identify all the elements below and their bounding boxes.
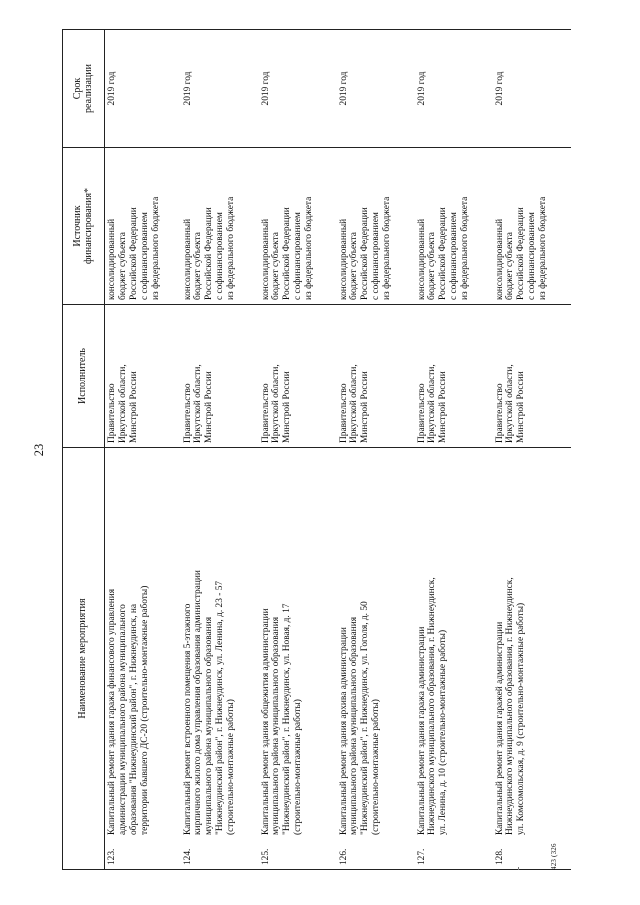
row-number: 128.	[494, 848, 505, 865]
measures-table	[62, 29, 571, 870]
funding-source-line: Российской Федерации	[282, 207, 293, 300]
measure-name-line: муниципального района муниципального образования	[204, 616, 215, 835]
measure-cell	[415, 448, 493, 870]
executor-line: Минстрой России	[204, 371, 215, 443]
term-value: 2019 год	[494, 71, 505, 106]
executor-cell	[259, 305, 337, 448]
funding-source-line: бюджет субъекта	[193, 232, 204, 300]
executor-line: Минстрой России	[360, 371, 371, 443]
header-term: Срок реализации	[63, 30, 105, 148]
term-cell	[259, 30, 337, 148]
measure-name	[339, 601, 383, 835]
funding-source-line: консолидированный	[107, 218, 117, 300]
funding-source-line: с софинансированием	[527, 212, 538, 300]
funding-source-line: с софинансированием	[215, 212, 226, 300]
term-cell	[493, 30, 571, 148]
page-number: 23	[32, 443, 46, 457]
table-row	[105, 30, 181, 870]
executor-cell	[105, 305, 181, 448]
executor-cell	[415, 305, 493, 448]
measure-name-line: образования "Нижнеудинский район", г. Нижнеудинск, на	[128, 603, 139, 835]
table-row	[337, 30, 415, 870]
table-row	[259, 30, 337, 870]
executor-line: Правительство	[338, 383, 349, 443]
funding-source-line: из федерального бюджета	[226, 196, 237, 300]
footer-code: 423 (326	[550, 843, 558, 870]
term-cell	[181, 30, 259, 148]
term-value: 2019 год	[107, 71, 117, 106]
measure-name	[261, 604, 305, 836]
funding-source-line: Российской Федерации	[204, 207, 215, 300]
term-cell	[337, 30, 415, 148]
term-value: 2019 год	[260, 71, 271, 106]
executor-line: Минстрой России	[128, 371, 139, 443]
table-body	[105, 30, 571, 870]
funding-source-line: с софинансированием	[449, 212, 460, 300]
funding-source-line: Российской Федерации	[360, 207, 371, 300]
measure-name-line: Капитальный ремонт здания общежития администрации	[260, 608, 271, 835]
measure-name-line: Капитальный ремонт здания гаража финансового управления	[107, 588, 117, 835]
measure-name-line: ул. Комсомольская, д. 9 (строительно-монтажные работы)	[516, 602, 527, 835]
measure-name-line: Капитальный ремонт здания архива администрации	[338, 627, 349, 835]
executor-line: Правительство	[182, 383, 193, 443]
measure-cell	[181, 448, 259, 870]
measure-name	[495, 577, 528, 835]
measure-name	[417, 577, 450, 835]
funding-source-line: консолидированный	[338, 218, 349, 300]
funding-source-line: бюджет субъекта	[427, 232, 438, 300]
executor-line: Иркутской области,	[505, 364, 516, 443]
funding-source-line: из федерального бюджета	[304, 196, 315, 300]
funding-source-cell	[493, 148, 571, 305]
measure-name	[183, 570, 238, 835]
measure-cell	[493, 448, 571, 870]
rotated-document-page	[32, 30, 562, 870]
measure-name-line: Нижнеудинского муниципального образования, г. Нижнеудинск,	[505, 577, 516, 835]
funding-source-line: консолидированный	[494, 218, 505, 300]
executor-line: Правительство	[107, 383, 117, 443]
executor-line: Минстрой России	[516, 371, 527, 443]
measure-name-line: муниципального района муниципального образования	[349, 616, 360, 835]
term-value: 2019 год	[182, 71, 193, 106]
funding-source-line: с софинансированием	[293, 212, 304, 300]
term-cell	[415, 30, 493, 148]
measure-name-line: Капитальный ремонт встроенного помещения 5-этажного	[182, 603, 193, 835]
measure-name	[107, 586, 151, 835]
funding-source-line: из федерального бюджета	[460, 196, 471, 300]
measure-name-line: администрации муниципального района муниципального	[117, 604, 128, 835]
executor-line: Минстрой России	[438, 371, 449, 443]
row-number: 126.	[338, 848, 349, 865]
measure-name-line: (строительно-монтажные работы)	[293, 699, 304, 835]
funding-source-line: Российской Федерации	[516, 207, 527, 300]
measure-name-line: "Нижнеудинский район", г. Нижнеудинск, ул. Гоголя, д. 50	[360, 601, 371, 835]
row-number: 127.	[416, 848, 427, 865]
funding-source-line: из федерального бюджета	[150, 196, 161, 300]
measure-name-line: ул. Ленина, д. 10 (строительно-монтажные работы)	[438, 629, 449, 835]
funding-source-line: из федерального бюджета	[382, 196, 393, 300]
measure-name-line: кирпичного жилого дома управления образования администрации	[193, 570, 204, 835]
measure-name-line: Капитальный ремонт здания гаража администрации	[416, 626, 427, 835]
executor-line: Иркутской области,	[271, 364, 282, 443]
table-row	[415, 30, 493, 870]
measure-name-line: Нижнеудинского муниципального образования, г. Нижнеудинск,	[427, 577, 438, 835]
funding-source-line: из федерального бюджета	[538, 196, 549, 300]
measure-name-line: (строительно-монтажные работы)	[371, 699, 382, 835]
funding-source-line: консолидированный	[182, 218, 193, 300]
scan-mark	[518, 867, 519, 870]
executor-cell	[493, 305, 571, 448]
funding-source-line: консолидированный	[416, 218, 427, 300]
funding-source-cell	[337, 148, 415, 305]
measure-cell	[337, 448, 415, 870]
header-executor: Исполнитель	[63, 305, 105, 448]
measure-name-line: муниципального района муниципального образования	[271, 616, 282, 835]
executor-line: Правительство	[260, 383, 271, 443]
row-number: 125.	[260, 848, 271, 865]
executor-line: Иркутской области,	[193, 364, 204, 443]
funding-source-line: с софинансированием	[371, 212, 382, 300]
executor-line: Правительство	[494, 383, 505, 443]
header-name: Наименование мероприятия	[63, 448, 105, 870]
executor-cell	[337, 305, 415, 448]
term-value: 2019 год	[338, 71, 349, 106]
funding-source-line: бюджет субъекта	[505, 232, 516, 300]
measure-name-line: "Нижнеудинский район", г. Нижнеудинск, ул. Новая, д. 17	[282, 603, 293, 835]
executor-line: Правительство	[416, 383, 427, 443]
header-source: Источник финансирования*	[63, 148, 105, 305]
measure-name-line: территории бывшего ДС-20 (строительно-монтажные работы)	[139, 585, 150, 835]
funding-source-cell	[415, 148, 493, 305]
table-row	[181, 30, 259, 870]
measure-name-line: (строительно-монтажные работы)	[226, 699, 237, 835]
table-header	[63, 30, 105, 870]
row-number: 124.	[182, 848, 193, 865]
executor-line: Иркутской области,	[349, 364, 360, 443]
funding-source-line: Российской Федерации	[438, 207, 449, 300]
measure-name-line: "Нижнеудинский район", г. Нижнеудинск, ул. Ленина, д. 23 - 57	[215, 580, 226, 835]
funding-source-cell	[259, 148, 337, 305]
executor-line: Иркутской области,	[117, 364, 128, 443]
term-cell	[105, 30, 181, 148]
executor-cell	[181, 305, 259, 448]
funding-source-cell	[181, 148, 259, 305]
funding-source-line: бюджет субъекта	[349, 232, 360, 300]
term-value: 2019 год	[416, 71, 427, 106]
row-number: 123.	[107, 848, 117, 865]
funding-source-line: Российской Федерации	[128, 207, 139, 300]
funding-source-line: бюджет субъекта	[271, 232, 282, 300]
measure-name-line: Капитальный ремонт здания гаражей администрации	[494, 621, 505, 835]
table-row	[493, 30, 571, 870]
executor-line: Минстрой России	[282, 371, 293, 443]
measure-cell	[105, 448, 181, 870]
funding-source-cell	[105, 148, 181, 305]
funding-source-line: бюджет субъекта	[117, 232, 128, 300]
funding-source-line: с софинансированием	[139, 212, 150, 300]
executor-line: Иркутской области,	[427, 364, 438, 443]
funding-source-line: консолидированный	[260, 218, 271, 300]
measure-cell	[259, 448, 337, 870]
